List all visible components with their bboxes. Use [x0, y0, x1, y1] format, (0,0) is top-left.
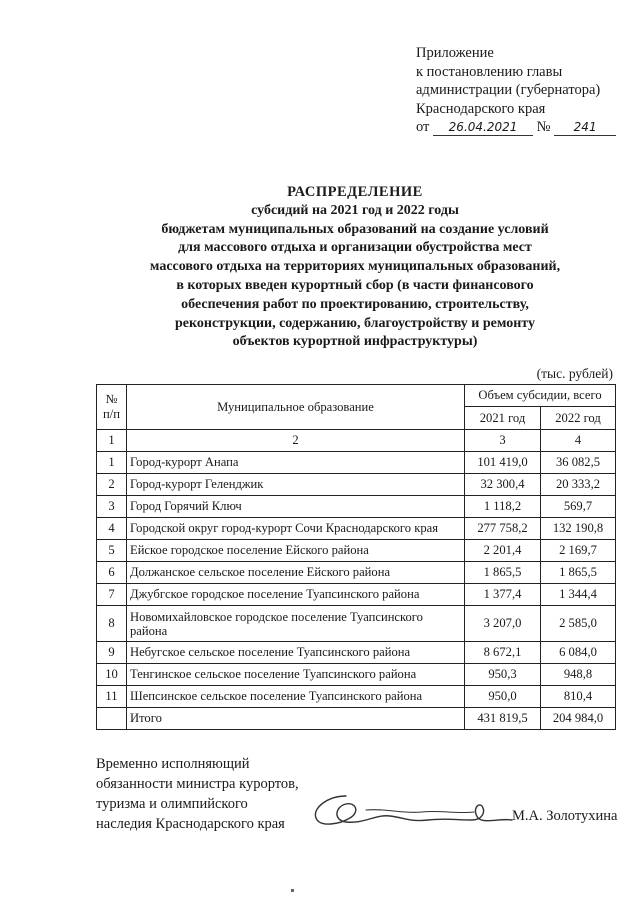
appendix-line-2: к постановлению главы	[416, 63, 563, 80]
title-line: для массового отдыха и организации обустройства мест	[178, 240, 532, 256]
row-value-2022: 1 344,4	[541, 584, 616, 606]
row-value-2021: 1 118,2	[465, 496, 541, 518]
appendix-line-1: Приложение	[416, 45, 494, 61]
signatory-title	[96, 754, 299, 834]
row-num: 5	[97, 540, 127, 562]
table-row	[97, 540, 616, 562]
row-name: Городской округ город-курорт Сочи Краснодарского края	[127, 518, 465, 540]
table-row	[97, 664, 616, 686]
title-line: реконструкции, содержанию, благоустройству и ремонту	[175, 315, 535, 331]
row-num: 10	[97, 664, 127, 686]
row-value-2021: 950,3	[465, 664, 541, 686]
header-volume: Объем субсидии, всего	[465, 385, 616, 407]
row-value-2022: 1 865,5	[541, 562, 616, 584]
row-name: Ейское городское поселение Ейского района	[127, 540, 465, 562]
title-line: в которых введен курортный сбор (в части финансового	[176, 277, 534, 293]
title-line: объектов курортной инфраструктуры)	[232, 334, 478, 350]
appendix-line-3: администрации (губернатора)	[416, 82, 601, 98]
table-row	[97, 496, 616, 518]
row-num: 1	[97, 452, 127, 474]
signatory-line: туризма и олимпийского	[96, 796, 248, 812]
handwritten-signature	[306, 790, 521, 840]
column-number: 1	[97, 430, 127, 452]
date-prefix: от	[416, 119, 430, 135]
row-value-2022: 810,4	[541, 686, 616, 708]
row-name: Небугское сельское поселение Туапсинского района	[127, 642, 465, 664]
page-dot	[291, 889, 294, 892]
appendix-line-4: Краснодарского края	[416, 100, 546, 117]
signatory-line: обязанности министра курортов,	[96, 776, 299, 792]
row-name: Тенгинское сельское поселение Туапсинского района	[127, 664, 465, 686]
row-value-2022: 20 333,2	[541, 474, 616, 496]
row-name: Город Горячий Ключ	[127, 496, 465, 518]
table-row	[97, 518, 616, 540]
row-num: 7	[97, 584, 127, 606]
table-row	[97, 474, 616, 496]
row-value-2022: 948,8	[541, 664, 616, 686]
number-prefix: №	[536, 119, 551, 135]
row-num: 4	[97, 518, 127, 540]
total-value-2021: 431 819,5	[465, 708, 541, 730]
row-value-2021: 2 201,4	[465, 540, 541, 562]
appendix-header	[416, 44, 631, 137]
row-value-2021: 101 419,0	[465, 452, 541, 474]
row-name: Шепсинское сельское поселение Туапсинского района	[127, 686, 465, 708]
units-label: (тыс. рублей)	[536, 366, 613, 381]
row-num: 3	[97, 496, 127, 518]
table-row	[97, 452, 616, 474]
row-name: Джубгское городское поселение Туапсинского района	[127, 584, 465, 606]
table-row	[97, 584, 616, 606]
document-title	[105, 183, 605, 352]
row-num: 9	[97, 642, 127, 664]
handwritten-number: 241	[554, 119, 616, 136]
total-value-2022: 204 984,0	[541, 708, 616, 730]
total-label: Итого	[127, 708, 465, 730]
row-num: 2	[97, 474, 127, 496]
row-value-2021: 950,0	[465, 686, 541, 708]
subsidy-table	[96, 384, 616, 730]
row-value-2022: 132 190,8	[541, 518, 616, 540]
column-number: 2	[127, 430, 465, 452]
row-value-2021: 1 377,4	[465, 584, 541, 606]
signatory-line: Временно исполняющий	[96, 756, 250, 772]
title-main: РАСПРЕДЕЛЕНИЕ	[287, 184, 423, 200]
total-row	[97, 708, 616, 730]
row-value-2021: 1 865,5	[465, 562, 541, 584]
table-row	[97, 562, 616, 584]
row-value-2021: 3 207,0	[465, 606, 541, 642]
title-line: субсидий на 2021 год и 2022 годы	[251, 202, 459, 218]
row-value-2022: 569,7	[541, 496, 616, 518]
row-value-2021: 32 300,4	[465, 474, 541, 496]
row-value-2022: 6 084,0	[541, 642, 616, 664]
header-num: № п/п	[97, 385, 127, 430]
row-num: 6	[97, 562, 127, 584]
title-line: массового отдыха на территориях муниципальных образований,	[149, 259, 561, 275]
row-value-2022: 36 082,5	[541, 452, 616, 474]
row-value-2021: 8 672,1	[465, 642, 541, 664]
row-num: 8	[97, 606, 127, 642]
row-num: 11	[97, 686, 127, 708]
row-value-2021: 277 758,2	[465, 518, 541, 540]
appendix-date-line	[416, 118, 631, 137]
signer-name: М.А. Золотухина	[512, 808, 618, 824]
column-number: 3	[465, 430, 541, 452]
row-value-2022: 2 169,7	[541, 540, 616, 562]
header-2021: 2021 год	[465, 407, 541, 430]
header-name: Муниципальное образование	[127, 385, 465, 430]
row-name: Должанское сельское поселение Ейского района	[127, 562, 465, 584]
title-line: обеспечения работ по проектированию, строительству,	[181, 296, 529, 312]
row-name: Город-курорт Геленджик	[127, 474, 465, 496]
handwritten-date: 26.04.2021	[433, 119, 533, 136]
table-row	[97, 686, 616, 708]
signatory-line: наследия Краснодарского края	[96, 816, 285, 832]
row-value-2022: 2 585,0	[541, 606, 616, 642]
row-name: Новомихайловское городское поселение Туапсинского района	[127, 606, 465, 642]
title-line: бюджетам муниципальных образований на создание условий	[161, 221, 549, 237]
table-row	[97, 642, 616, 664]
total-num	[97, 708, 127, 730]
row-name: Город-курорт Анапа	[127, 452, 465, 474]
table-row	[97, 606, 616, 642]
column-number: 4	[541, 430, 616, 452]
header-2022: 2022 год	[541, 407, 616, 430]
